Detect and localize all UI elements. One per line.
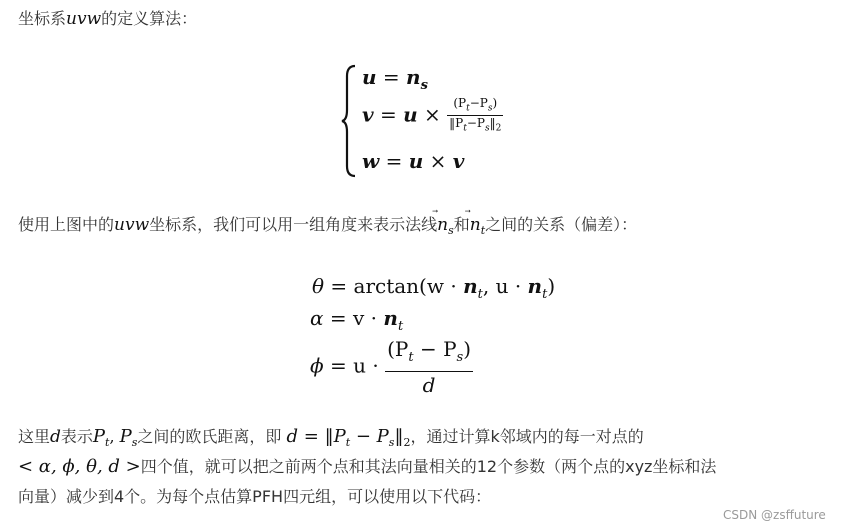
paragraph-line-1: 这里d表示$P_t$, $P_s$之间的欧氏距离，即 $d = ‖P_t$ − $P_s‖_2$，通过计算k邻域内的每一对点的 <box>18 426 644 450</box>
uvw-variable-2: uvw <box>114 215 150 235</box>
equation-row-v: v = u × $\frac{(P_t-P_s)}{‖P_t-P_s‖_2}$ <box>362 96 502 134</box>
phi-equation: ϕ = u · $\frac{(P_t - P_s)}{d}$ <box>310 337 472 397</box>
normal-nt: n <box>469 215 481 235</box>
quadruple-math: < α, ϕ, θ, d > <box>18 456 141 477</box>
normal-ns: n <box>437 215 449 235</box>
equation-row-w: w = u × v <box>362 149 465 173</box>
relation-line: 使用上图中的uvw坐标系，我们可以用一组角度来表示法线 $n_s$和 $n_t$之间的关系（偏差）： <box>18 215 638 238</box>
csdn-watermark: CSDN @zsffuture <box>723 508 826 522</box>
intro-text-before: 坐标系 <box>18 9 67 28</box>
phi-fraction: $\frac{(P_t - P_s)}{d}$ <box>387 337 472 397</box>
theta-equation: $\theta = \arctan(w \cdot n_t$, $u \cdot n_t$) <box>312 274 556 302</box>
uvw-equation-system <box>340 62 560 180</box>
paragraph-line-2: < α, ϕ, θ, d >四个值，就可以把之前两个点和其法向量相关的12个参数（两个点的xyz坐标和法 <box>18 456 717 477</box>
intro-line <box>18 8 197 30</box>
left-brace <box>340 62 360 180</box>
alpha-equation: $\alpha = v \cdot n_t$ <box>310 306 404 334</box>
uvw-variable: uvw <box>66 9 102 29</box>
intro-text-after: 的定义算法： <box>101 9 198 28</box>
v-fraction: $\frac{(P_t-P_s)}{‖P_t-P_s‖_2}$ <box>449 96 502 134</box>
paragraph-line-3: 向量）减少到4个。为每个点估算PFH四元组，可以使用以下代码： <box>18 487 492 506</box>
equation-row-u: $u = n_s$ <box>362 65 428 93</box>
